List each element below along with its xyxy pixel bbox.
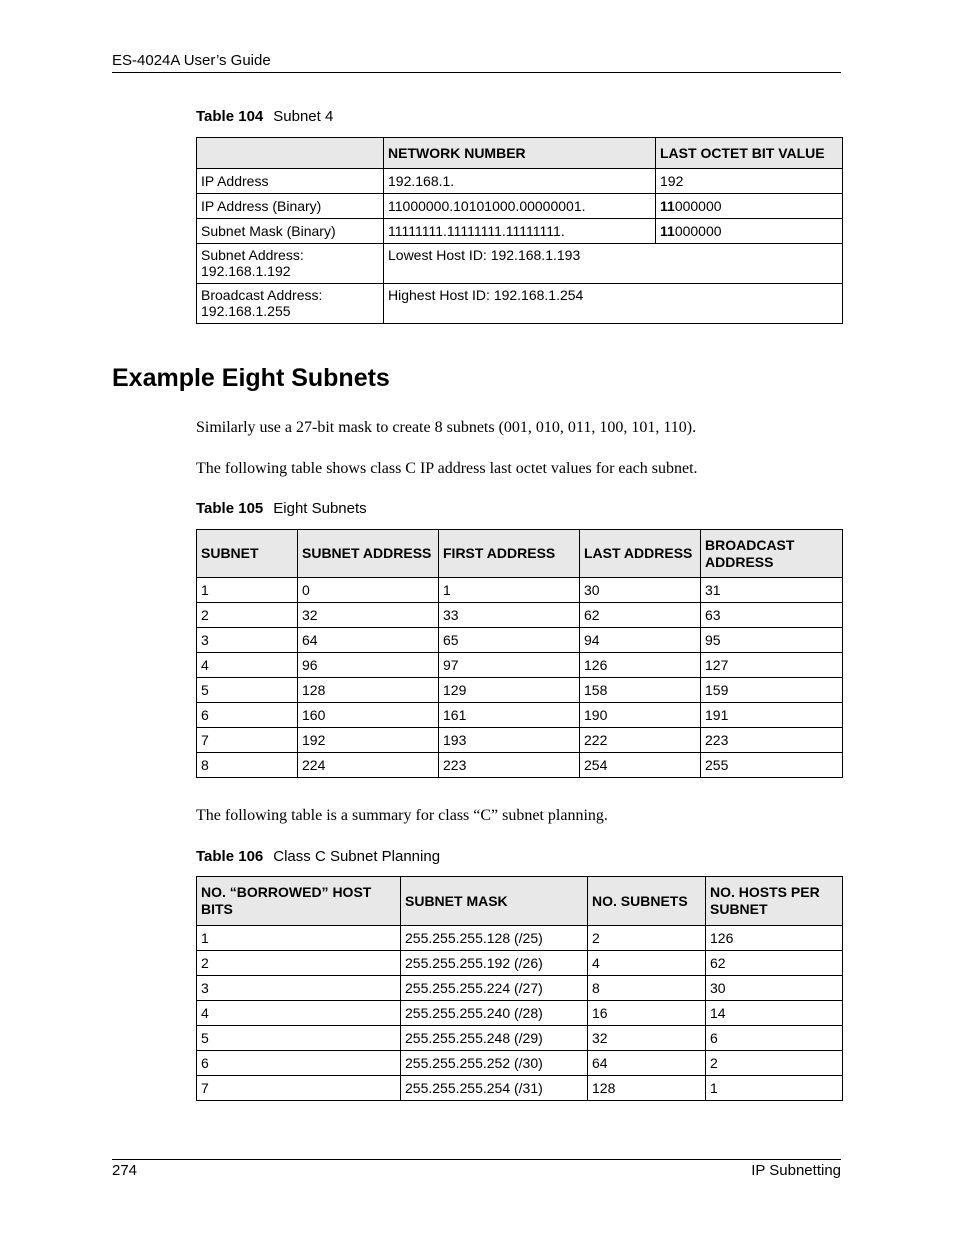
table-header-cell: LAST ADDRESS bbox=[580, 530, 701, 578]
subnet-address-label: Subnet Address: bbox=[201, 247, 304, 263]
table-header-cell bbox=[197, 138, 384, 169]
table-header-cell: NETWORK NUMBER bbox=[384, 138, 656, 169]
table-cell: 5 bbox=[197, 1026, 401, 1051]
table-header-cell: BROADCAST ADDRESS bbox=[701, 530, 843, 578]
table-row bbox=[197, 678, 843, 703]
table-caption-title: Eight Subnets bbox=[273, 500, 367, 517]
broadcast-address-value: 192.168.1.255 bbox=[201, 303, 291, 319]
table-cell: 1 bbox=[197, 926, 401, 951]
table-cell: 223 bbox=[701, 728, 843, 753]
table-header-row bbox=[197, 530, 843, 578]
bit-value-rest: 192 bbox=[660, 173, 684, 189]
table-row bbox=[197, 703, 843, 728]
table-cell bbox=[656, 219, 843, 244]
table-body bbox=[197, 578, 843, 778]
table-cell: 192 bbox=[298, 728, 439, 753]
table-cell: 161 bbox=[439, 703, 580, 728]
table-104-subnet-4 bbox=[196, 137, 843, 324]
table-header-row bbox=[197, 138, 843, 169]
table-header-cell: NO. HOSTS PER SUBNET bbox=[706, 877, 843, 926]
table-cell: 11111111.11111111.11111111. bbox=[384, 219, 656, 244]
table-row bbox=[197, 1001, 843, 1026]
table-caption-label: Table 105 bbox=[196, 500, 264, 517]
table-cell: 4 bbox=[588, 951, 706, 976]
table-row bbox=[197, 578, 843, 603]
table-cell: 63 bbox=[701, 603, 843, 628]
table-header-cell: SUBNET bbox=[197, 530, 298, 578]
subnet-address-value: 192.168.1.192 bbox=[201, 263, 291, 279]
table-cell: 126 bbox=[580, 653, 701, 678]
table-cell: 255.255.255.252 (/30) bbox=[401, 1051, 588, 1076]
table-cell: 2 bbox=[197, 603, 298, 628]
table-row bbox=[197, 169, 843, 194]
table-cell: 7 bbox=[197, 728, 298, 753]
table-header-cell: SUBNET MASK bbox=[401, 877, 588, 926]
running-header: ES-4024A User’s Guide bbox=[112, 52, 271, 69]
table-row bbox=[197, 603, 843, 628]
table-cell bbox=[197, 244, 384, 284]
table-header-cell: FIRST ADDRESS bbox=[439, 530, 580, 578]
table-cell: 6 bbox=[197, 1051, 401, 1076]
table-cell: 64 bbox=[588, 1051, 706, 1076]
table-cell: 6 bbox=[706, 1026, 843, 1051]
table-cell: 8 bbox=[197, 753, 298, 778]
table-header-cell: LAST OCTET BIT VALUE bbox=[656, 138, 843, 169]
table-cell: 193 bbox=[439, 728, 580, 753]
table-cell: 31 bbox=[701, 578, 843, 603]
table-cell: 95 bbox=[701, 628, 843, 653]
table-cell: 64 bbox=[298, 628, 439, 653]
table-cell: 0 bbox=[298, 578, 439, 603]
bit-value-bold: 11 bbox=[660, 198, 675, 214]
table-cell: 6 bbox=[197, 703, 298, 728]
table-cell: 223 bbox=[439, 753, 580, 778]
broadcast-address-label: Broadcast Address: bbox=[201, 287, 323, 303]
table-row bbox=[197, 244, 843, 284]
table-cell bbox=[656, 194, 843, 219]
table-cell: Highest Host ID: 192.168.1.254 bbox=[384, 284, 843, 324]
table-cell: 255.255.255.224 (/27) bbox=[401, 976, 588, 1001]
table-105-caption bbox=[196, 500, 367, 517]
table-cell: 32 bbox=[588, 1026, 706, 1051]
table-cell: 222 bbox=[580, 728, 701, 753]
table-cell: 255.255.255.240 (/28) bbox=[401, 1001, 588, 1026]
table-cell: 3 bbox=[197, 976, 401, 1001]
table-cell: 33 bbox=[439, 603, 580, 628]
table-row bbox=[197, 1051, 843, 1076]
table-cell: 128 bbox=[588, 1076, 706, 1101]
header-divider bbox=[112, 72, 841, 73]
table-cell: 8 bbox=[588, 976, 706, 1001]
bit-value-rest: 000000 bbox=[674, 198, 722, 214]
table-header-cell: SUBNET ADDRESS bbox=[298, 530, 439, 578]
table-105-eight-subnets bbox=[196, 529, 843, 778]
table-cell: 160 bbox=[298, 703, 439, 728]
table-row bbox=[197, 728, 843, 753]
table-row bbox=[197, 1076, 843, 1101]
table-caption-title: Class C Subnet Planning bbox=[273, 848, 441, 865]
table-cell: 62 bbox=[706, 951, 843, 976]
table-row bbox=[197, 628, 843, 653]
table-caption-label: Table 106 bbox=[196, 848, 264, 865]
table-cell: 32 bbox=[298, 603, 439, 628]
table-cell: 126 bbox=[706, 926, 843, 951]
table-caption-label: Table 104 bbox=[196, 108, 264, 125]
table-cell: IP Address bbox=[197, 169, 384, 194]
body-paragraph: The following table is a summary for class “C” subnet planning. bbox=[196, 807, 608, 824]
table-cell: 16 bbox=[588, 1001, 706, 1026]
bit-value-bold: 11 bbox=[660, 223, 675, 239]
table-row bbox=[197, 653, 843, 678]
table-cell: 1 bbox=[706, 1076, 843, 1101]
table-cell: 3 bbox=[197, 628, 298, 653]
table-cell: 4 bbox=[197, 1001, 401, 1026]
table-cell: 2 bbox=[588, 926, 706, 951]
footer-divider bbox=[112, 1159, 841, 1160]
section-heading: Example Eight Subnets bbox=[112, 364, 390, 392]
table-cell: 255 bbox=[701, 753, 843, 778]
table-cell: 7 bbox=[197, 1076, 401, 1101]
table-cell: 96 bbox=[298, 653, 439, 678]
page-number: 274 bbox=[112, 1162, 138, 1179]
table-106-caption bbox=[196, 848, 440, 865]
table-cell: 224 bbox=[298, 753, 439, 778]
table-cell: 5 bbox=[197, 678, 298, 703]
table-row bbox=[197, 753, 843, 778]
body-paragraph: Similarly use a 27-bit mask to create 8 subnets (001, 010, 011, 100, 101, 110). bbox=[196, 419, 697, 436]
table-row bbox=[197, 219, 843, 244]
table-header-row bbox=[197, 877, 843, 926]
table-row bbox=[197, 284, 843, 324]
table-cell: 1 bbox=[439, 578, 580, 603]
table-cell: 14 bbox=[706, 1001, 843, 1026]
table-cell: 62 bbox=[580, 603, 701, 628]
table-104-caption bbox=[196, 108, 333, 125]
table-cell: Subnet Mask (Binary) bbox=[197, 219, 384, 244]
bit-value-rest: 000000 bbox=[674, 223, 722, 239]
table-cell: Lowest Host ID: 192.168.1.193 bbox=[384, 244, 843, 284]
table-cell bbox=[656, 169, 843, 194]
table-cell bbox=[197, 284, 384, 324]
table-cell: 254 bbox=[580, 753, 701, 778]
table-body bbox=[197, 926, 843, 1101]
body-paragraph: The following table shows class C IP address last octet values for each subnet. bbox=[196, 460, 698, 477]
table-cell: 159 bbox=[701, 678, 843, 703]
table-cell: 127 bbox=[701, 653, 843, 678]
table-header-cell: NO. “BORROWED” HOST BITS bbox=[197, 877, 401, 926]
table-row bbox=[197, 1026, 843, 1051]
table-cell: 11000000.10101000.00000001. bbox=[384, 194, 656, 219]
table-cell: 2 bbox=[706, 1051, 843, 1076]
table-cell: 255.255.255.128 (/25) bbox=[401, 926, 588, 951]
table-header-cell: NO. SUBNETS bbox=[588, 877, 706, 926]
table-cell: 94 bbox=[580, 628, 701, 653]
table-caption-title: Subnet 4 bbox=[273, 108, 334, 125]
table-row bbox=[197, 976, 843, 1001]
table-row bbox=[197, 926, 843, 951]
table-106-class-c-subnet-planning bbox=[196, 876, 843, 1101]
table-cell: 255.255.255.254 (/31) bbox=[401, 1076, 588, 1101]
table-cell: 255.255.255.248 (/29) bbox=[401, 1026, 588, 1051]
table-cell: 4 bbox=[197, 653, 298, 678]
table-cell: 192.168.1. bbox=[384, 169, 656, 194]
table-cell: 191 bbox=[701, 703, 843, 728]
table-row bbox=[197, 951, 843, 976]
footer-section-name: IP Subnetting bbox=[751, 1162, 841, 1179]
table-cell: 255.255.255.192 (/26) bbox=[401, 951, 588, 976]
table-cell: 1 bbox=[197, 578, 298, 603]
table-cell: 30 bbox=[706, 976, 843, 1001]
table-cell: 128 bbox=[298, 678, 439, 703]
table-cell: 65 bbox=[439, 628, 580, 653]
table-cell: IP Address (Binary) bbox=[197, 194, 384, 219]
table-cell: 129 bbox=[439, 678, 580, 703]
table-cell: 30 bbox=[580, 578, 701, 603]
table-cell: 97 bbox=[439, 653, 580, 678]
table-cell: 2 bbox=[197, 951, 401, 976]
table-cell: 190 bbox=[580, 703, 701, 728]
table-row bbox=[197, 194, 843, 219]
table-cell: 158 bbox=[580, 678, 701, 703]
